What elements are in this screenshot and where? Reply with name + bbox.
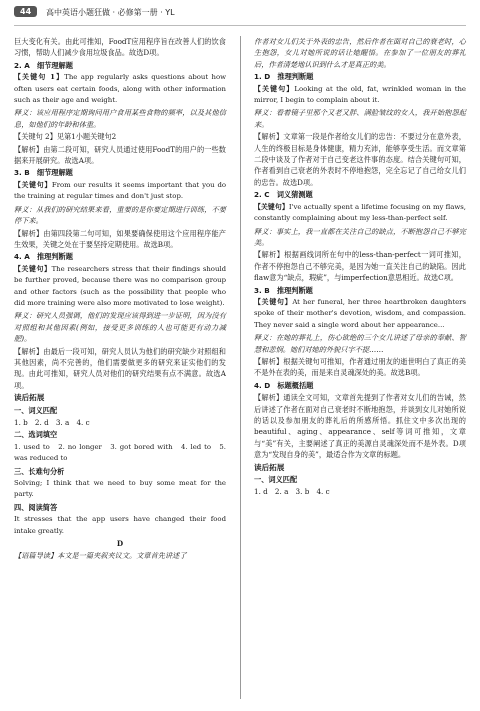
extension-answers: 1. d 2. a 3. b 4. c — [254, 487, 330, 497]
extension-answers: 1. b 2. d 3. a 4. c — [14, 418, 90, 427]
translation: 释义：从我们的研究结果来看，重要的是你要定期进行训练，不要停下来。 — [14, 204, 226, 226]
question-heading: 3. B 细节理解题 — [14, 168, 73, 178]
extension-title: 读后拓展 — [254, 462, 285, 472]
extension-heading: 一、词义匹配 — [14, 405, 58, 415]
extension-answers: It stresses that the app users have changed their food intake greatly. — [14, 515, 226, 535]
key-tag: 【关键句】 — [14, 264, 52, 273]
translation: 释义：在她的葬礼上，伤心欲绝的三个女儿讲述了母亲的奉献、智慧和悲悯。她们对她的外貌只字不提…… — [254, 333, 466, 354]
key-tag: 【关键句】 — [14, 180, 52, 189]
translation: 释义：研究人员强调，他们的发现应该得到进一步证明，因为没有对照组和其他因素(例如，接受更多训练的人也可能更有动力减肥)。 — [14, 311, 226, 344]
extension-title: 读后拓展 — [14, 393, 45, 403]
translation: 释义：看着镜子里那个又老又胖、满脸皱纹的女人，我开始抱怨起来。 — [254, 108, 466, 129]
question-heading: 2. A 细节理解题 — [14, 60, 73, 70]
page-header — [0, 0, 480, 26]
left-column — [14, 36, 226, 563]
extension-answers: 1. used to 2. no longer 3. got bored with 4. led to 5. was reduced to — [14, 442, 226, 463]
key-tag: 【关键句】 — [254, 84, 295, 93]
key-text: The researchers stress that their findings should be further proved, because there was no comparison group and other factors (such as the possibility that people who did more training were also more motivated to lose weight). — [14, 264, 226, 307]
key-sentence — [254, 84, 466, 107]
extension-heading: 一、词义匹配 — [254, 475, 298, 485]
analysis: 【解析】根据画线词所在句中的less-than-perfect一词可推知，作者不停抱怨自己不够完美，是因为她一直关注自己的缺陷。因此flaw意为“缺点，瑕疵”，与imperfection意思相近。故选C项。 — [254, 250, 466, 283]
analysis: 【解析】根据关键句可推知，作者通过朋友的逝世明白了真正的美不是外在表的美，而是来自灵魂深处的美。故选B项。 — [254, 356, 466, 378]
key-text: I've actually spent a lifetime focusing on my flaws, constantly complaining about my less-than-perfect self. — [254, 202, 466, 223]
translation: 释义：该应用程序定期询问用户食用某些食物的频率，以及其他信息，如他们的年龄和体重。 — [14, 108, 226, 129]
translation: 释义：事实上，我一直都在关注自己的缺点，不断抱怨自己不够完美。 — [254, 226, 466, 247]
extension-heading: 四、阅读简答 — [14, 502, 58, 512]
right-column — [254, 36, 466, 499]
analysis: 【解析】通读全文可知，文章首先提到了作者对女儿们的告诫，然后讲述了作者在面对自己衰老时不断地抱怨，并谈到女儿对她所说的话以及参加朋友的葬礼后的所感所悟。抓住文中多次出现的beautiful、aging、appearance、self等词可推知，文章与“美”有关，主要阐述了真正的美源自灵魂深处而不是外表。D项意为“发现自身的美”，最适合作为文章的标题。 — [254, 393, 466, 460]
page-number: 44 — [14, 6, 37, 17]
passage-intro: 【语篇导读】本文是一篇夹叙夹议文。文章首先讲述了 — [14, 551, 187, 561]
extension-heading: 二、选词填空 — [14, 430, 58, 440]
paragraph: 巨大变化有关。由此可推知，FoodT应用程序旨在改善人们的饮食习惯，帮助人们减少食用垃圾食品。故选D项。 — [14, 37, 226, 58]
passage-intro-cont: 作者对女儿们关于外表的忠告，然后作者在面对自己的衰老时，心生抱怨，女儿对她所说的话让她醒悟。在参加了一位朋友的葬礼后，作者清楚地认识到什么才是真正的美。 — [254, 37, 466, 69]
running-title: 高中英语小题狂做 · 必修第一册 · YL — [46, 8, 175, 17]
key-text: At her funeral, her three heartbroken daughters spoke of their mother's devotion, wisdom, and compassion. They never said a single word about her appearance... — [254, 297, 466, 329]
question-heading: 1. D 推理判断题 — [254, 72, 314, 82]
key-text: The app regularly asks questions about how often users eat certain foods, along with other information such as their age and weight. — [14, 73, 226, 105]
key-sentence — [254, 297, 466, 331]
key-text: From our results it seems important that you do the training at regular times and don't just stop. — [14, 180, 226, 201]
key-sentence — [14, 264, 226, 310]
question-heading: 2. C 词义猜测题 — [254, 190, 313, 200]
question-heading: 4. A 推理判断题 — [14, 252, 73, 262]
analysis: 【解析】文章第一段是作者给女儿们的忠告：不要过分在意外表，人生的终极目标是身体健康，精力充沛，能够享受生活。而文章第二段中谈及了作者对于自己变老这件事的态度。结合关键句可知，作者看到自己衰老的外表时不停地抱怨，完全忘记了自己给女儿们的忠告。故选D项。 — [254, 132, 466, 187]
key-sentence — [254, 202, 466, 225]
key-text: Looking at the old, fat, wrinkled woman in the mirror, I begin to complain about it. — [254, 84, 466, 105]
analysis: 【解析】由第四段第二句可知，如果要确保使用这个应用程序能产生效果，关键之处在于要坚持定期使用。故选B项。 — [14, 228, 226, 249]
key-sentence — [14, 180, 226, 203]
question-heading: 3. B 推理判断题 — [254, 285, 313, 295]
key-sentence — [14, 72, 226, 106]
analysis: 【解析】由第二段可知，研究人员通过使用FoodT的用户的一些数据来开展研究。故选A项。 — [14, 144, 226, 166]
key-tag: 【关键句】 — [254, 297, 293, 306]
key-tag: 【关键句 1】 — [14, 73, 65, 82]
question-heading: 4. D 标题概括题 — [254, 380, 314, 390]
column-divider — [240, 36, 241, 699]
extension-answers: Solving; I think that we need to buy some meat for the party. — [14, 479, 226, 499]
header-rule — [14, 25, 466, 26]
passage-title: D — [116, 539, 124, 549]
extension-heading: 三、长难句分析 — [14, 466, 65, 476]
key-sentence-ref: 【关键句 2】见第1小题关键句2 — [14, 132, 117, 142]
analysis: 【解析】由最后一段可知，研究人员认为他们的研究缺少对照组和其他因素，尚不完善的，他们需要做更多的研究来证实他们的发现。由此可推知，研究人员对他们的研究结果有点不满意。故选A项。 — [14, 346, 226, 390]
key-tag: 【关键句】 — [254, 202, 289, 211]
